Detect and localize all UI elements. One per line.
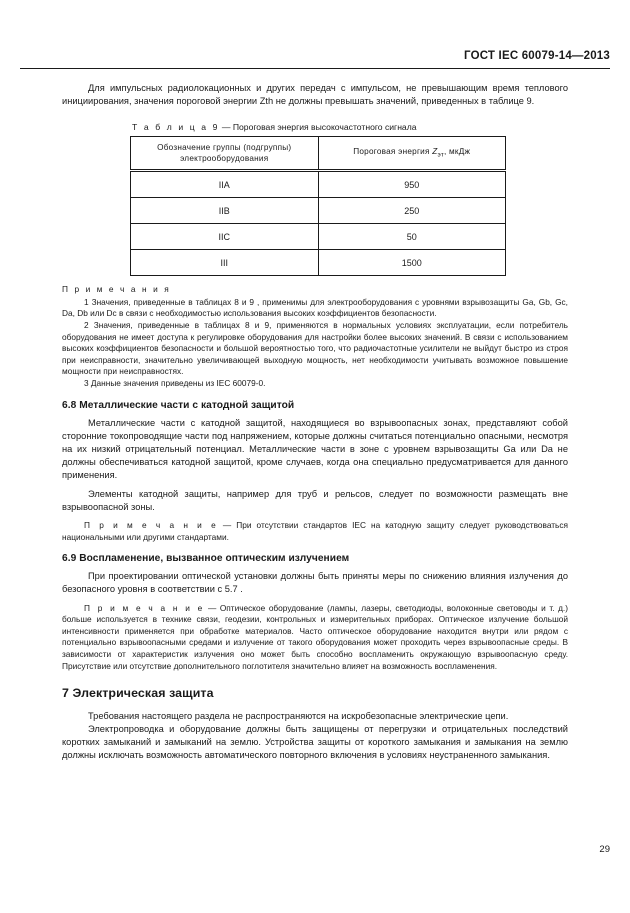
notes-title: П р и м е ч а н и я <box>62 284 171 295</box>
section-6-9-note-label: П р и м е ч а н и е <box>84 602 205 613</box>
cell-group: IIB <box>131 198 319 224</box>
table-header-group <box>131 137 319 171</box>
table-header-group-line1: Обозначение группы (подгруппы) <box>157 143 292 153</box>
section-6-9-note <box>62 603 568 673</box>
table-row <box>131 250 506 276</box>
cell-group: IIC <box>131 224 319 250</box>
section-6-8-note <box>62 520 568 543</box>
heading-6-8: 6.8 Металлические части с катодной защитой <box>62 399 295 411</box>
section-6-9-paragraph-1: При проектировании оптической установки должны быть приняты меры по снижению влияния излучения до безопасного уровня в соответствии с 5.7 . <box>62 571 568 595</box>
table-caption-title: Пороговая энергия высокочастотного сигнала <box>232 122 417 133</box>
note-1: 1 Значения, приведенные в таблицах 8 и 9 , применимы для электрооборудования с уровнями взрывозащиты Ga, Gb, Gc, Da, Db или Dc в связи с необходимостью использования высоких коэффициентов безопасности. <box>62 296 568 319</box>
section-7-paragraph-1: Требования настоящего раздела не распространяются на искробезопасные электрические цепи. <box>88 711 509 722</box>
header-divider <box>20 68 610 69</box>
table-header-row <box>131 137 506 171</box>
table-header-energy-symbol: Z <box>432 146 438 156</box>
cell-energy: 250 <box>318 198 506 224</box>
cell-group: IIA <box>131 171 319 198</box>
threshold-energy-table <box>130 136 506 276</box>
table-row <box>131 224 506 250</box>
section-6-8-paragraph-2: Элементы катодной защиты, например для труб и рельсов, следует по возможности размещать вне взрывоопасной зоны. <box>62 489 568 513</box>
table-row <box>131 171 506 198</box>
table-notes-block <box>62 284 568 389</box>
section-6-8-paragraph-1: Металлические части с катодной защитой, находящиеся во взрывоопасных зонах, представляют собой сторонние токопроводящие части под напряжением, которые должны считаться потенциально опасными, несмотря на их низкий отрицательный потенциал. Металлические части в зоне с уровнем взрывозащиты Ga или Da не должны обеспечиваться катодной защитой, кроме случаев, когда она специально предусматривается для данного применения. <box>62 417 568 480</box>
table-caption-dash: — <box>221 122 231 133</box>
intro-paragraph-text: Для импульсных радиолокационных и других передач с импульсом, не превышающим время теплового инициирования, значения пороговой энергии Zth не должны превышать значений, приведенных в таблице 9. <box>62 83 568 107</box>
section-6-8-note-label: П р и м е ч а н и е <box>84 520 218 531</box>
page-number: 29 <box>599 844 610 855</box>
intro-paragraph <box>62 82 568 108</box>
section-6-9-note-text: Оптическое оборудование (лампы, лазеры, светодиоды, волоконные световоды и т. д.) больше используется в технике связи, геодезии, контрольных и измерительных приборах. Оптическое излучение большой интенсивности применяется при обработке материалов. Часто оптическое оборудование находится внутри или рядом с потенциально взрывоопасными средами и излучение от такого оборудования может проходить через взрывоопасные среды. В зависимости от характеристик излучения оно может быть способно воспламенить окружающую взрывоопасную среду. Присутствие или отсутствие дополнительного поглотителя значительно влияет на возможность воспламенения. <box>62 602 568 671</box>
cell-group: III <box>131 250 319 276</box>
table-caption-label: Т а б л и ц а 9 <box>132 122 220 133</box>
table-row <box>131 198 506 224</box>
table-header-group-line2: электрооборудования <box>180 154 269 164</box>
heading-6-9: 6.9 Воспламенение, вызванное оптическим излучением <box>62 553 350 565</box>
section-6-8-note-text: При отсутствии стандартов IEC на катодную защиту следует руководствоваться национальными или другими стандартами. <box>62 520 569 542</box>
section-6-9-note-dash: — <box>207 602 217 613</box>
note-2: 2 Значения, приведенные в таблицах 8 и 9, применяются в нормальных условиях эксплуатации, если потребитель оборудования не имеет доступа к регулировке оборудования для настройки более высоких значений. В связи с использованием высоких коэффициентов безопасности и большой вероятностью того, что радиочастотные усилители не выйдут быстро из строя при неисправности, значительно увеличивающей выходную мощность, нет необходимости учитывать возможное повышение мощности при неисправностях. <box>62 319 568 377</box>
table-caption <box>132 122 568 132</box>
section-7-paragraph-2: Электропроводка и оборудование должны быть защищены от перегрузки и отрицательных последствий коротких замыканий и замыканий на землю. Устройства защиты от короткого замыкания и замыкания на землю должны исключать возможность автоматического повторного включения в условиях неустраненного замыкания. <box>62 724 568 761</box>
section-6-8-note-dash: — <box>222 520 232 531</box>
table-header-energy-prefix: Пороговая энергия <box>353 146 430 156</box>
table-header-energy-subscript: эт <box>437 151 444 159</box>
heading-7: 7 Электрическая защита <box>62 686 214 701</box>
cell-energy: 1500 <box>318 250 506 276</box>
page-content <box>62 82 568 763</box>
cell-energy: 950 <box>318 171 506 198</box>
document-standard-header: ГОСТ IEC 60079-14—2013 <box>464 50 610 62</box>
table-header-energy <box>318 137 506 171</box>
table-header-energy-unit: , мкДж <box>443 146 471 156</box>
note-3: 3 Данные значения приведены из IEC 60079-0. <box>84 377 266 388</box>
table-body <box>131 171 506 276</box>
cell-energy: 50 <box>318 224 506 250</box>
